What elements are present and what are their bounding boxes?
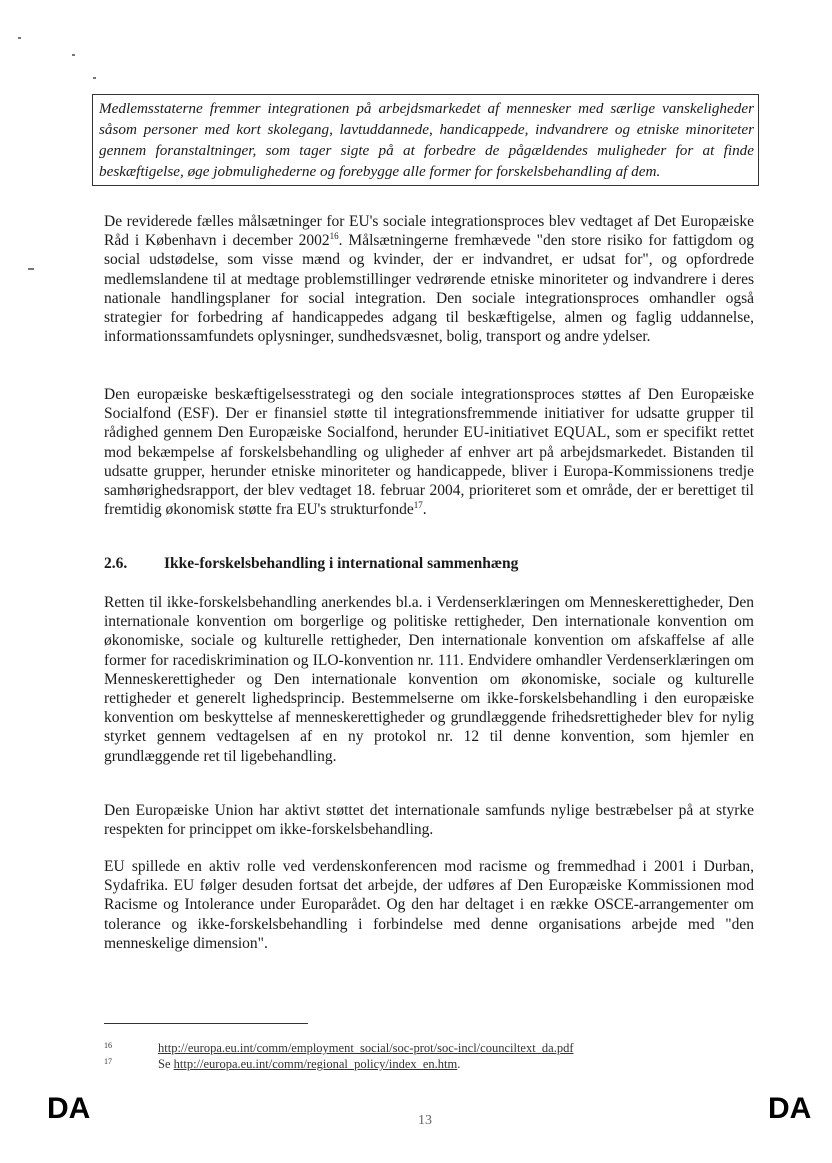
section-heading (104, 555, 754, 573)
section-number: 2.6. (104, 555, 128, 572)
scan-speck (72, 54, 75, 56)
footnote-ref-16[interactable]: 16 (329, 231, 339, 242)
footnote-divider (104, 1023, 308, 1024)
paragraph-1: De reviderede fælles målsætninger for EU's sociale integrationsproces blev vedtaget af Det Europæiske Råd i København i december 2002$^{16}$. Målsætningerne fremhævede "den store risiko for fattigdom og social udstødelse, som visse mænd og kvinder, der er indvandret, er udsat for", og opfordrede medlemslandene til at medtage problemstillinger vedrørende etniske minoriteter og indvandrere i deres nationale handlingsplaner for social integration. Den sociale integrationsproces omhandler også strategier for forbedring af handicappedes adgang til beskæftigelse, almen og faglig uddannelse, informationssamfundets oplysninger, sundhedsvæsnet, bolig, transport og andre ydelser. (104, 213, 754, 346)
language-code-right: DA (768, 1092, 812, 1125)
footnote-ref-17[interactable]: 17 (413, 500, 423, 511)
highlight-box: Medlemsstaterne fremmer integrationen på arbejdsmarkedet af mennesker med særlige vanskeligheder såsom personer med kort skolegang, lavtuddannede, handicappede, indvandrere og etniske minoriteter gennem foranstaltninger, som tager sigte på at forbedre de pågældendes muligheder for at finde beskæftigelse, øge jobmulighederne og forebygge alle former for forskelsbehandling af dem. (92, 94, 759, 186)
footnote-number: 16 (104, 1041, 112, 1050)
footnote-number: 17 (104, 1057, 112, 1066)
language-code-left: DA (47, 1092, 91, 1125)
scan-speck (28, 268, 34, 270)
footnote-link[interactable]: http://europa.eu.int/comm/employment_social/soc-prot/soc-incl/counciltext_da.pdf (158, 1041, 574, 1055)
page-number: 13 (418, 1113, 432, 1128)
footnote-17: 17 Se http://europa.eu.int/comm/regional_policy/index_en.htm. (104, 1057, 461, 1071)
paragraph-2: Den europæiske beskæftigelsesstrategi og den sociale integrationsproces støttes af Den Europæiske Socialfond (ESF). Der er finansiel støtte til integrationsfremmende initiativer for udsatte grupper til rådighed gennem Den Europæiske Socialfond, herunder EU-initiativet EQUAL, som er specifikt rettet mod bekæmpelse af forskelsbehandling og uligheder af enhver art på arbejdsmarkedet. Bistanden til udsatte grupper, herunder etniske minoriteter og handicappede, bliver i Europa-Kommissionens tredje samhørighedsrapport, der blev vedtaget 18. februar 2004, prioriteret som et område, der er berettiget til fremtidig økonomisk støtte fra EU's strukturfonde$^{17}$. (104, 386, 754, 519)
scan-speck (18, 37, 21, 39)
paragraph-3: Retten til ikke-forskelsbehandling anerkendes bl.a. i Verdenserklæringen om Menneskerettigheder, Den internationale konvention om borgerlige og politiske rettigheder, Den internationale konvention om økonomiske, sociale og kulturelle rettigheder, Den internationale konvention om afskaffelse af alle former for racediskrimination og ILO-konvention nr. 111. Endvidere omhandler Verdenserklæringen om Menneskerettigheder og Den internationale konvention om økonomiske, sociale og kulturelle rettigheder et generelt lighedsprincip. Bestemmelserne om ikke-forskelsbehandling i den europæiske konvention om beskyttelse af menneskerettigheder og grundlæggende frihedsrettigheder blev for nylig styrket gennem vedtagelsen af en ny protokol nr. 12 til denne konvention, som hjemler en grundlæggende ret til ligebehandling. (104, 594, 754, 765)
scan-speck (93, 77, 96, 79)
paragraph-4: Den Europæiske Union har aktivt støttet det internationale samfunds nylige bestræbelser på at styrke respekten for princippet om ikke-forskelsbehandling. (104, 802, 754, 839)
section-title: Ikke-forskelsbehandling i international sammenhæng (164, 555, 519, 572)
footnote-16 (104, 1041, 574, 1056)
paragraph-5: EU spillede en aktiv rolle ved verdenskonferencen mod racisme og fremmedhad i 2001 i Durban, Sydafrika. EU følger desuden fortsat det arbejde, der udføres af Den Europæiske Kommissionen mod Racisme og Intolerance under Europarådet. Og den har deltaget i en række OSCE-arrangementer om tolerance og ikke-forskelsbehandling i forbindelse med denne organisations arbejde med "den menneskelige dimension". (104, 858, 754, 952)
footnote-link[interactable]: http://europa.eu.int/comm/regional_policy/index_en.htm (173, 1057, 458, 1071)
